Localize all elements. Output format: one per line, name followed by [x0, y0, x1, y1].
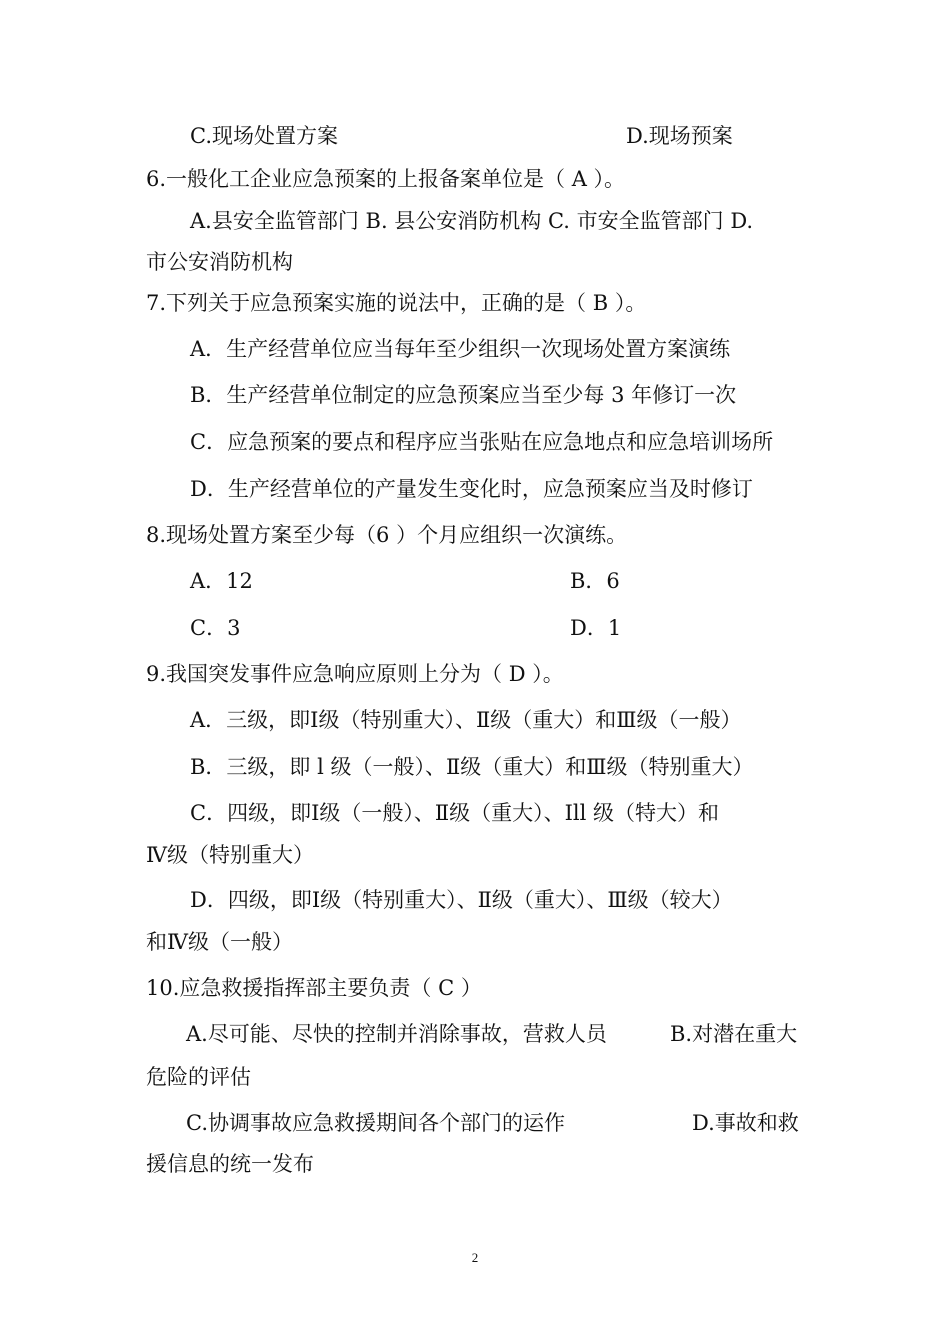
question-9: 9.我国突发事件应急响应原则上分为（ D ）。: [146, 662, 564, 686]
question-6: 6.一般化工企业应急预案的上报备案单位是（ A ）。: [146, 167, 626, 191]
option-8d: D．1: [570, 616, 622, 640]
option-10a: A.尽可能、尽快的控制并消除事故，营救人员: [186, 1022, 607, 1046]
question-7: 7.下列关于应急预案实施的说法中，正确的是（ B ）。: [146, 291, 647, 315]
option-9c-cont: Ⅳ级（特别重大）: [146, 843, 314, 867]
option-10d: D.事故和救: [692, 1111, 799, 1135]
option-10d-cont: 援信息的统一发布: [146, 1152, 314, 1176]
option-5c: C.现场处置方案: [190, 124, 338, 148]
options-6-cont: 市公安消防机构: [146, 250, 293, 274]
option-7b: B．生产经营单位制定的应急预案应当至少每 3 年修订一次: [190, 383, 737, 407]
options-6: A.县安全监管部门 B. 县公安消防机构 C. 市安全监管部门 D.: [190, 209, 754, 233]
option-10b-cont: 危险的评估: [146, 1065, 251, 1089]
question-8: 8.现场处置方案至少每（6 ）个月应组织一次演练。: [146, 523, 628, 547]
option-9a: A．三级，即Ⅰ级（特别重大）、Ⅱ级（重大）和Ⅲ级（一般）: [190, 708, 742, 732]
option-10c: C.协调事故应急救援期间各个部门的运作: [186, 1111, 565, 1135]
option-9d: D．四级，即Ⅰ级（特别重大）、Ⅱ级（重大）、Ⅲ级（较大）: [190, 888, 733, 912]
question-10: 10.应急救援指挥部主要负责（ C ）: [146, 976, 482, 1000]
option-9d-cont: 和Ⅳ级（一般）: [146, 930, 293, 954]
option-8c: C．3: [190, 616, 241, 640]
option-8a: A．12: [190, 569, 253, 593]
option-10b: B.对潜在重大: [670, 1022, 798, 1046]
page-number: 2: [471, 1250, 479, 1265]
option-7c: C．应急预案的要点和程序应当张贴在应急地点和应急培训场所: [190, 430, 774, 454]
option-9c: C．四级，即Ⅰ级（一般）、Ⅱ级（重大）、Ill 级（特大）和: [190, 801, 720, 825]
option-8b: B．6: [570, 569, 620, 593]
option-5d: D.现场预案: [626, 124, 733, 148]
option-7d: D．生产经营单位的产量发生变化时，应急预案应当及时修订: [190, 477, 753, 501]
option-7a: A．生产经营单位应当每年至少组织一次现场处置方案演练: [190, 337, 731, 361]
option-9b: B．三级，即 l 级（一般）、Ⅱ级（重大）和Ⅲ级（特别重大）: [190, 755, 754, 779]
